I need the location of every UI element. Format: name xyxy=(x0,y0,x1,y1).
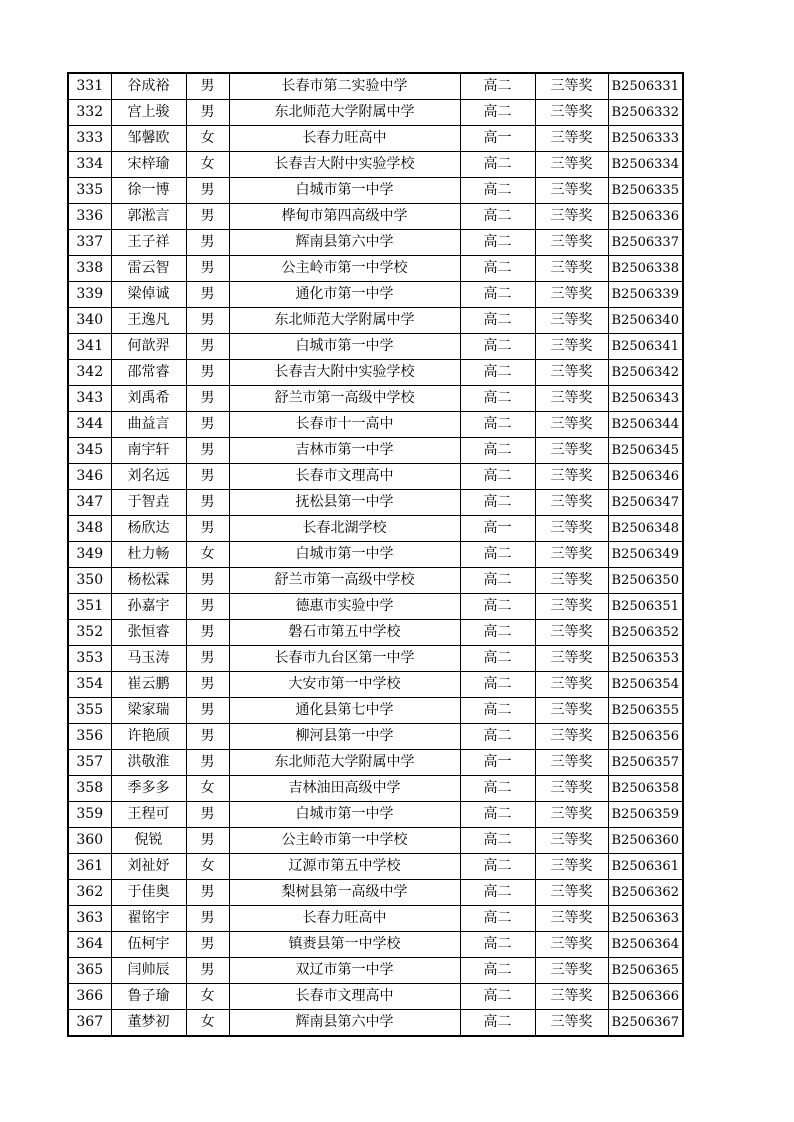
row-number-cell: 354 xyxy=(68,672,111,698)
grade-cell: 高二 xyxy=(460,698,535,724)
school-name-cell: 长春市文理高中 xyxy=(229,464,460,490)
award-level-cell: 三等奖 xyxy=(535,854,608,880)
award-level-cell: 三等奖 xyxy=(535,126,608,152)
award-level-cell: 三等奖 xyxy=(535,620,608,646)
student-name-cell: 王子祥 xyxy=(111,230,186,256)
award-level-cell: 三等奖 xyxy=(535,646,608,672)
award-level-cell: 三等奖 xyxy=(535,516,608,542)
table-row xyxy=(68,568,683,594)
table-row xyxy=(68,594,683,620)
table-row xyxy=(68,516,683,542)
award-list-table xyxy=(67,72,684,1037)
grade-cell: 高二 xyxy=(460,464,535,490)
row-number-cell: 348 xyxy=(68,516,111,542)
certificate-code-cell: B2506336 xyxy=(608,204,683,230)
grade-cell: 高二 xyxy=(460,594,535,620)
gender-cell: 女 xyxy=(186,542,229,568)
row-number-cell: 353 xyxy=(68,646,111,672)
table-row xyxy=(68,386,683,412)
certificate-code-cell: B2506360 xyxy=(608,828,683,854)
school-name-cell: 白城市第一中学 xyxy=(229,802,460,828)
student-name-cell: 邵常睿 xyxy=(111,360,186,386)
grade-cell: 高一 xyxy=(460,750,535,776)
award-level-cell: 三等奖 xyxy=(535,932,608,958)
row-number-cell: 343 xyxy=(68,386,111,412)
school-name-cell: 双辽市第一中学 xyxy=(229,958,460,984)
gender-cell: 男 xyxy=(186,516,229,542)
table-row xyxy=(68,152,683,178)
gender-cell: 女 xyxy=(186,984,229,1010)
student-name-cell: 徐一博 xyxy=(111,178,186,204)
award-level-cell: 三等奖 xyxy=(535,490,608,516)
award-level-cell: 三等奖 xyxy=(535,178,608,204)
row-number-cell: 367 xyxy=(68,1010,111,1037)
certificate-code-cell: B2506366 xyxy=(608,984,683,1010)
grade-cell: 高二 xyxy=(460,308,535,334)
certificate-code-cell: B2506354 xyxy=(608,672,683,698)
grade-cell: 高二 xyxy=(460,438,535,464)
school-name-cell: 辽源市第五中学校 xyxy=(229,854,460,880)
table-row xyxy=(68,958,683,984)
table-row xyxy=(68,464,683,490)
award-level-cell: 三等奖 xyxy=(535,542,608,568)
certificate-code-cell: B2506346 xyxy=(608,464,683,490)
table-row xyxy=(68,100,683,126)
gender-cell: 男 xyxy=(186,568,229,594)
row-number-cell: 366 xyxy=(68,984,111,1010)
row-number-cell: 347 xyxy=(68,490,111,516)
student-name-cell: 杜力畅 xyxy=(111,542,186,568)
award-level-cell: 三等奖 xyxy=(535,73,608,100)
award-level-cell: 三等奖 xyxy=(535,100,608,126)
school-name-cell: 长春市文理高中 xyxy=(229,984,460,1010)
certificate-code-cell: B2506350 xyxy=(608,568,683,594)
gender-cell: 男 xyxy=(186,360,229,386)
gender-cell: 男 xyxy=(186,386,229,412)
table-row xyxy=(68,73,683,100)
row-number-cell: 344 xyxy=(68,412,111,438)
certificate-code-cell: B2506345 xyxy=(608,438,683,464)
row-number-cell: 340 xyxy=(68,308,111,334)
grade-cell: 高二 xyxy=(460,230,535,256)
row-number-cell: 356 xyxy=(68,724,111,750)
grade-cell: 高二 xyxy=(460,360,535,386)
school-name-cell: 长春市九台区第一中学 xyxy=(229,646,460,672)
award-level-cell: 三等奖 xyxy=(535,880,608,906)
award-level-cell: 三等奖 xyxy=(535,906,608,932)
student-name-cell: 曲益言 xyxy=(111,412,186,438)
school-name-cell: 桦甸市第四高级中学 xyxy=(229,204,460,230)
row-number-cell: 349 xyxy=(68,542,111,568)
certificate-code-cell: B2506337 xyxy=(608,230,683,256)
table-row xyxy=(68,828,683,854)
school-name-cell: 长春力旺高中 xyxy=(229,906,460,932)
table-row xyxy=(68,360,683,386)
gender-cell: 男 xyxy=(186,308,229,334)
certificate-code-cell: B2506343 xyxy=(608,386,683,412)
table-row xyxy=(68,698,683,724)
certificate-code-cell: B2506344 xyxy=(608,412,683,438)
certificate-code-cell: B2506349 xyxy=(608,542,683,568)
student-name-cell: 刘名远 xyxy=(111,464,186,490)
award-rows xyxy=(68,73,683,1036)
award-level-cell: 三等奖 xyxy=(535,1010,608,1037)
gender-cell: 男 xyxy=(186,750,229,776)
award-level-cell: 三等奖 xyxy=(535,724,608,750)
student-name-cell: 倪锐 xyxy=(111,828,186,854)
school-name-cell: 辉南县第六中学 xyxy=(229,230,460,256)
row-number-cell: 335 xyxy=(68,178,111,204)
row-number-cell: 352 xyxy=(68,620,111,646)
certificate-code-cell: B2506332 xyxy=(608,100,683,126)
gender-cell: 女 xyxy=(186,854,229,880)
certificate-code-cell: B2506339 xyxy=(608,282,683,308)
award-level-cell: 三等奖 xyxy=(535,308,608,334)
student-name-cell: 刘祉妤 xyxy=(111,854,186,880)
school-name-cell: 舒兰市第一高级中学校 xyxy=(229,386,460,412)
school-name-cell: 吉林油田高级中学 xyxy=(229,776,460,802)
row-number-cell: 331 xyxy=(68,73,111,100)
certificate-code-cell: B2506367 xyxy=(608,1010,683,1037)
grade-cell: 高一 xyxy=(460,126,535,152)
certificate-code-cell: B2506351 xyxy=(608,594,683,620)
row-number-cell: 363 xyxy=(68,906,111,932)
table-row xyxy=(68,490,683,516)
award-level-cell: 三等奖 xyxy=(535,412,608,438)
grade-cell: 高二 xyxy=(460,334,535,360)
row-number-cell: 332 xyxy=(68,100,111,126)
award-level-cell: 三等奖 xyxy=(535,958,608,984)
award-level-cell: 三等奖 xyxy=(535,698,608,724)
grade-cell: 高二 xyxy=(460,73,535,100)
grade-cell: 高二 xyxy=(460,854,535,880)
grade-cell: 高二 xyxy=(460,282,535,308)
school-name-cell: 长春吉大附中实验学校 xyxy=(229,360,460,386)
certificate-code-cell: B2506352 xyxy=(608,620,683,646)
school-name-cell: 镇赉县第一中学校 xyxy=(229,932,460,958)
row-number-cell: 333 xyxy=(68,126,111,152)
school-name-cell: 通化县第七中学 xyxy=(229,698,460,724)
student-name-cell: 邹馨欧 xyxy=(111,126,186,152)
gender-cell: 男 xyxy=(186,230,229,256)
gender-cell: 男 xyxy=(186,100,229,126)
school-name-cell: 长春市第二实验中学 xyxy=(229,73,460,100)
certificate-code-cell: B2506335 xyxy=(608,178,683,204)
gender-cell: 男 xyxy=(186,620,229,646)
row-number-cell: 346 xyxy=(68,464,111,490)
school-name-cell: 辉南县第六中学 xyxy=(229,1010,460,1037)
gender-cell: 男 xyxy=(186,73,229,100)
student-name-cell: 张恒睿 xyxy=(111,620,186,646)
school-name-cell: 长春北湖学校 xyxy=(229,516,460,542)
school-name-cell: 德惠市实验中学 xyxy=(229,594,460,620)
certificate-code-cell: B2506334 xyxy=(608,152,683,178)
row-number-cell: 361 xyxy=(68,854,111,880)
row-number-cell: 336 xyxy=(68,204,111,230)
table-row xyxy=(68,932,683,958)
grade-cell: 高二 xyxy=(460,412,535,438)
certificate-code-cell: B2506357 xyxy=(608,750,683,776)
row-number-cell: 360 xyxy=(68,828,111,854)
student-name-cell: 梁家瑞 xyxy=(111,698,186,724)
grade-cell: 高二 xyxy=(460,932,535,958)
grade-cell: 高二 xyxy=(460,100,535,126)
certificate-code-cell: B2506333 xyxy=(608,126,683,152)
certificate-code-cell: B2506355 xyxy=(608,698,683,724)
table-row xyxy=(68,620,683,646)
student-name-cell: 谷成裕 xyxy=(111,73,186,100)
award-level-cell: 三等奖 xyxy=(535,750,608,776)
school-name-cell: 东北师范大学附属中学 xyxy=(229,308,460,334)
table-row xyxy=(68,750,683,776)
row-number-cell: 339 xyxy=(68,282,111,308)
school-name-cell: 梨树县第一高级中学 xyxy=(229,880,460,906)
grade-cell: 高二 xyxy=(460,672,535,698)
student-name-cell: 刘禹希 xyxy=(111,386,186,412)
grade-cell: 高二 xyxy=(460,620,535,646)
certificate-code-cell: B2506331 xyxy=(608,73,683,100)
row-number-cell: 341 xyxy=(68,334,111,360)
grade-cell: 高一 xyxy=(460,516,535,542)
student-name-cell: 于佳奥 xyxy=(111,880,186,906)
school-name-cell: 公主岭市第一中学校 xyxy=(229,256,460,282)
award-level-cell: 三等奖 xyxy=(535,672,608,698)
table-row xyxy=(68,880,683,906)
school-name-cell: 白城市第一中学 xyxy=(229,542,460,568)
table-row xyxy=(68,230,683,256)
student-name-cell: 季多多 xyxy=(111,776,186,802)
table-row xyxy=(68,906,683,932)
student-name-cell: 鲁子瑜 xyxy=(111,984,186,1010)
row-number-cell: 364 xyxy=(68,932,111,958)
table-row xyxy=(68,802,683,828)
gender-cell: 男 xyxy=(186,282,229,308)
gender-cell: 男 xyxy=(186,880,229,906)
grade-cell: 高二 xyxy=(460,984,535,1010)
student-name-cell: 马玉涛 xyxy=(111,646,186,672)
gender-cell: 男 xyxy=(186,802,229,828)
gender-cell: 女 xyxy=(186,1010,229,1037)
school-name-cell: 白城市第一中学 xyxy=(229,334,460,360)
table-row xyxy=(68,126,683,152)
grade-cell: 高二 xyxy=(460,386,535,412)
row-number-cell: 338 xyxy=(68,256,111,282)
gender-cell: 女 xyxy=(186,126,229,152)
grade-cell: 高二 xyxy=(460,490,535,516)
gender-cell: 男 xyxy=(186,906,229,932)
student-name-cell: 翟铭宇 xyxy=(111,906,186,932)
row-number-cell: 334 xyxy=(68,152,111,178)
grade-cell: 高二 xyxy=(460,724,535,750)
grade-cell: 高二 xyxy=(460,646,535,672)
grade-cell: 高二 xyxy=(460,178,535,204)
school-name-cell: 东北师范大学附属中学 xyxy=(229,100,460,126)
gender-cell: 男 xyxy=(186,490,229,516)
table-row xyxy=(68,542,683,568)
award-level-cell: 三等奖 xyxy=(535,594,608,620)
award-level-cell: 三等奖 xyxy=(535,386,608,412)
student-name-cell: 董梦初 xyxy=(111,1010,186,1037)
school-name-cell: 抚松县第一中学 xyxy=(229,490,460,516)
table-row xyxy=(68,984,683,1010)
gender-cell: 男 xyxy=(186,958,229,984)
gender-cell: 男 xyxy=(186,932,229,958)
school-name-cell: 长春力旺高中 xyxy=(229,126,460,152)
student-name-cell: 于智垚 xyxy=(111,490,186,516)
gender-cell: 男 xyxy=(186,464,229,490)
school-name-cell: 公主岭市第一中学校 xyxy=(229,828,460,854)
student-name-cell: 雷云智 xyxy=(111,256,186,282)
row-number-cell: 358 xyxy=(68,776,111,802)
row-number-cell: 337 xyxy=(68,230,111,256)
row-number-cell: 351 xyxy=(68,594,111,620)
row-number-cell: 342 xyxy=(68,360,111,386)
award-level-cell: 三等奖 xyxy=(535,360,608,386)
gender-cell: 男 xyxy=(186,698,229,724)
grade-cell: 高二 xyxy=(460,828,535,854)
gender-cell: 男 xyxy=(186,334,229,360)
certificate-code-cell: B2506340 xyxy=(608,308,683,334)
award-level-cell: 三等奖 xyxy=(535,334,608,360)
school-name-cell: 大安市第一中学校 xyxy=(229,672,460,698)
student-name-cell: 杨松霖 xyxy=(111,568,186,594)
certificate-code-cell: B2506342 xyxy=(608,360,683,386)
student-name-cell: 宋梓瑜 xyxy=(111,152,186,178)
gender-cell: 男 xyxy=(186,724,229,750)
certificate-code-cell: B2506348 xyxy=(608,516,683,542)
student-name-cell: 王程可 xyxy=(111,802,186,828)
table-row xyxy=(68,646,683,672)
table-row xyxy=(68,776,683,802)
student-name-cell: 王逸凡 xyxy=(111,308,186,334)
gender-cell: 女 xyxy=(186,776,229,802)
award-level-cell: 三等奖 xyxy=(535,438,608,464)
award-level-cell: 三等奖 xyxy=(535,204,608,230)
school-name-cell: 长春吉大附中实验学校 xyxy=(229,152,460,178)
table-row xyxy=(68,178,683,204)
gender-cell: 男 xyxy=(186,828,229,854)
table-row xyxy=(68,1010,683,1037)
gender-cell: 男 xyxy=(186,672,229,698)
certificate-code-cell: B2506347 xyxy=(608,490,683,516)
school-name-cell: 长春市十一高中 xyxy=(229,412,460,438)
certificate-code-cell: B2506356 xyxy=(608,724,683,750)
school-name-cell: 柳河县第一中学 xyxy=(229,724,460,750)
student-name-cell: 南宇轩 xyxy=(111,438,186,464)
certificate-code-cell: B2506365 xyxy=(608,958,683,984)
table-row xyxy=(68,334,683,360)
certificate-code-cell: B2506341 xyxy=(608,334,683,360)
gender-cell: 男 xyxy=(186,256,229,282)
student-name-cell: 宫上骏 xyxy=(111,100,186,126)
school-name-cell: 舒兰市第一高级中学校 xyxy=(229,568,460,594)
row-number-cell: 365 xyxy=(68,958,111,984)
table-row xyxy=(68,308,683,334)
gender-cell: 男 xyxy=(186,646,229,672)
student-name-cell: 许艳颀 xyxy=(111,724,186,750)
row-number-cell: 355 xyxy=(68,698,111,724)
grade-cell: 高二 xyxy=(460,880,535,906)
table-row xyxy=(68,854,683,880)
grade-cell: 高二 xyxy=(460,152,535,178)
gender-cell: 女 xyxy=(186,152,229,178)
table-row xyxy=(68,438,683,464)
row-number-cell: 359 xyxy=(68,802,111,828)
award-level-cell: 三等奖 xyxy=(535,984,608,1010)
table-row xyxy=(68,724,683,750)
student-name-cell: 孙嘉宇 xyxy=(111,594,186,620)
certificate-code-cell: B2506353 xyxy=(608,646,683,672)
row-number-cell: 350 xyxy=(68,568,111,594)
certificate-code-cell: B2506364 xyxy=(608,932,683,958)
row-number-cell: 362 xyxy=(68,880,111,906)
student-name-cell: 郭淞言 xyxy=(111,204,186,230)
certificate-code-cell: B2506362 xyxy=(608,880,683,906)
student-name-cell: 伍柯宇 xyxy=(111,932,186,958)
grade-cell: 高二 xyxy=(460,1010,535,1037)
grade-cell: 高二 xyxy=(460,568,535,594)
gender-cell: 男 xyxy=(186,412,229,438)
table-row xyxy=(68,282,683,308)
row-number-cell: 357 xyxy=(68,750,111,776)
student-name-cell: 崔云鹏 xyxy=(111,672,186,698)
row-number-cell: 345 xyxy=(68,438,111,464)
certificate-code-cell: B2506359 xyxy=(608,802,683,828)
certificate-code-cell: B2506361 xyxy=(608,854,683,880)
table-row xyxy=(68,204,683,230)
gender-cell: 男 xyxy=(186,178,229,204)
award-level-cell: 三等奖 xyxy=(535,256,608,282)
grade-cell: 高二 xyxy=(460,802,535,828)
school-name-cell: 白城市第一中学 xyxy=(229,178,460,204)
certificate-code-cell: B2506358 xyxy=(608,776,683,802)
award-level-cell: 三等奖 xyxy=(535,152,608,178)
gender-cell: 男 xyxy=(186,204,229,230)
school-name-cell: 东北师范大学附属中学 xyxy=(229,750,460,776)
grade-cell: 高二 xyxy=(460,958,535,984)
award-level-cell: 三等奖 xyxy=(535,568,608,594)
table-row xyxy=(68,672,683,698)
certificate-code-cell: B2506338 xyxy=(608,256,683,282)
award-level-cell: 三等奖 xyxy=(535,230,608,256)
school-name-cell: 磐石市第五中学校 xyxy=(229,620,460,646)
student-name-cell: 洪敬淮 xyxy=(111,750,186,776)
student-name-cell: 杨欣达 xyxy=(111,516,186,542)
award-level-cell: 三等奖 xyxy=(535,464,608,490)
school-name-cell: 吉林市第一中学 xyxy=(229,438,460,464)
student-name-cell: 梁倬诚 xyxy=(111,282,186,308)
grade-cell: 高二 xyxy=(460,776,535,802)
grade-cell: 高二 xyxy=(460,906,535,932)
award-level-cell: 三等奖 xyxy=(535,828,608,854)
award-level-cell: 三等奖 xyxy=(535,776,608,802)
table-row xyxy=(68,256,683,282)
student-name-cell: 闫帅辰 xyxy=(111,958,186,984)
award-level-cell: 三等奖 xyxy=(535,282,608,308)
school-name-cell: 通化市第一中学 xyxy=(229,282,460,308)
student-name-cell: 何歆羿 xyxy=(111,334,186,360)
grade-cell: 高二 xyxy=(460,542,535,568)
gender-cell: 男 xyxy=(186,594,229,620)
certificate-code-cell: B2506363 xyxy=(608,906,683,932)
grade-cell: 高二 xyxy=(460,204,535,230)
grade-cell: 高二 xyxy=(460,256,535,282)
table-row xyxy=(68,412,683,438)
gender-cell: 男 xyxy=(186,438,229,464)
award-level-cell: 三等奖 xyxy=(535,802,608,828)
